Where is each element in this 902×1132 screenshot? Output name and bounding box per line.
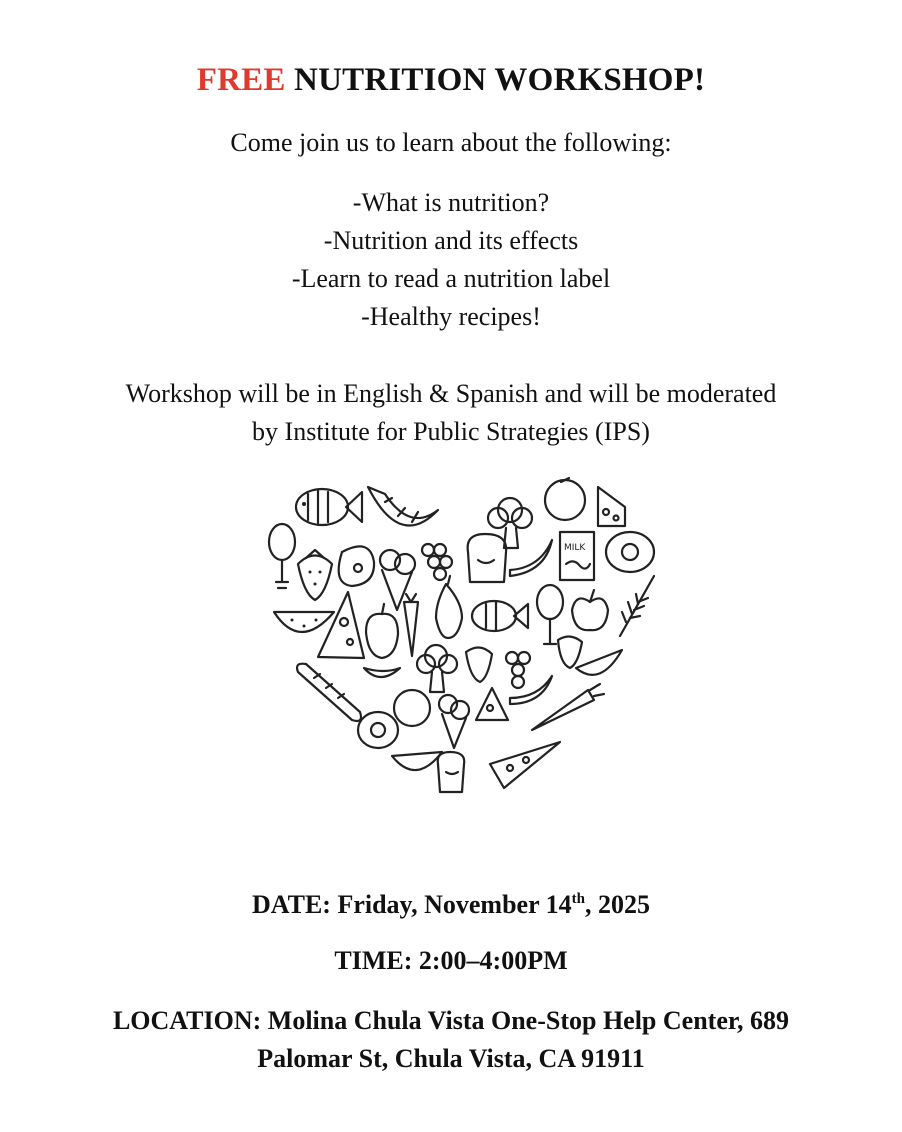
broccoli-icon (488, 498, 532, 548)
language-note (0, 375, 902, 451)
pizza-slice-icon (490, 742, 560, 788)
cheese-icon (598, 487, 625, 526)
event-date-suffix: th (571, 891, 586, 907)
event-date (0, 890, 902, 920)
title-accent-free: FREE (196, 62, 286, 98)
wheat-icon (620, 576, 654, 636)
cheese-icon (476, 688, 508, 720)
drumstick-icon (537, 585, 563, 644)
orange-icon (394, 690, 430, 726)
event-location-line-2: Palomar St, Chula Vista, CA 91911 (257, 1044, 645, 1073)
grapes-icon (506, 652, 530, 688)
event-location-line-1: LOCATION: Molina Chula Vista One-Stop Help Center, 689 (112, 1006, 790, 1035)
fried-egg-icon (606, 532, 654, 572)
heart-of-food-doodles-icon (260, 472, 662, 812)
strawberry-icon (558, 636, 582, 668)
intro-text: Come join us to learn about the following: (230, 128, 672, 157)
fish-icon (472, 601, 528, 631)
page-title (0, 62, 902, 99)
topic-item: -Learn to read a nutrition label (291, 264, 611, 293)
event-location (0, 1002, 902, 1078)
broccoli-icon (417, 645, 457, 692)
event-date-text: DATE: Friday, November 14 (251, 890, 572, 919)
banana-icon (510, 676, 552, 704)
watermelon-icon (274, 612, 334, 632)
croissant-icon (368, 487, 438, 526)
strawberry-icon (298, 550, 332, 600)
fried-egg-icon (358, 712, 398, 748)
pepper-icon (366, 604, 398, 658)
watermelon-icon (392, 752, 442, 770)
pear-icon (436, 576, 462, 638)
fish-icon (296, 489, 362, 525)
toast-icon (468, 534, 507, 582)
milk-carton-icon (560, 532, 594, 580)
apple-icon (572, 590, 608, 630)
grapes-icon (422, 544, 452, 580)
ice-cream-icon (439, 695, 469, 748)
event-date-year: , 2025 (585, 890, 651, 919)
drumstick-icon (269, 524, 295, 588)
strawberry-icon (466, 647, 492, 682)
event-time: TIME: 2:00–4:00PM (334, 946, 568, 975)
orange-icon (545, 478, 585, 520)
topic-item: -Healthy recipes! (361, 302, 541, 331)
meat-icon (339, 546, 374, 586)
topic-item: -What is nutrition? (352, 188, 550, 217)
milk-label: MILK (564, 543, 586, 553)
baguette-icon (297, 664, 361, 721)
topic-list (0, 184, 902, 336)
watermelon-icon (576, 650, 622, 675)
croissant-icon (364, 668, 400, 677)
toast-icon (438, 752, 464, 792)
banana-icon (510, 540, 552, 576)
language-note-line-2: by Institute for Public Strategies (IPS) (252, 417, 650, 446)
language-note-line-1: Workshop will be in English & Spanish and will be moderated (125, 379, 777, 408)
carrot-icon (404, 594, 418, 656)
title-rest: NUTRITION WORKSHOP! (285, 62, 706, 98)
pizza-slice-icon (318, 592, 364, 658)
topic-item: -Nutrition and its effects (323, 226, 579, 255)
